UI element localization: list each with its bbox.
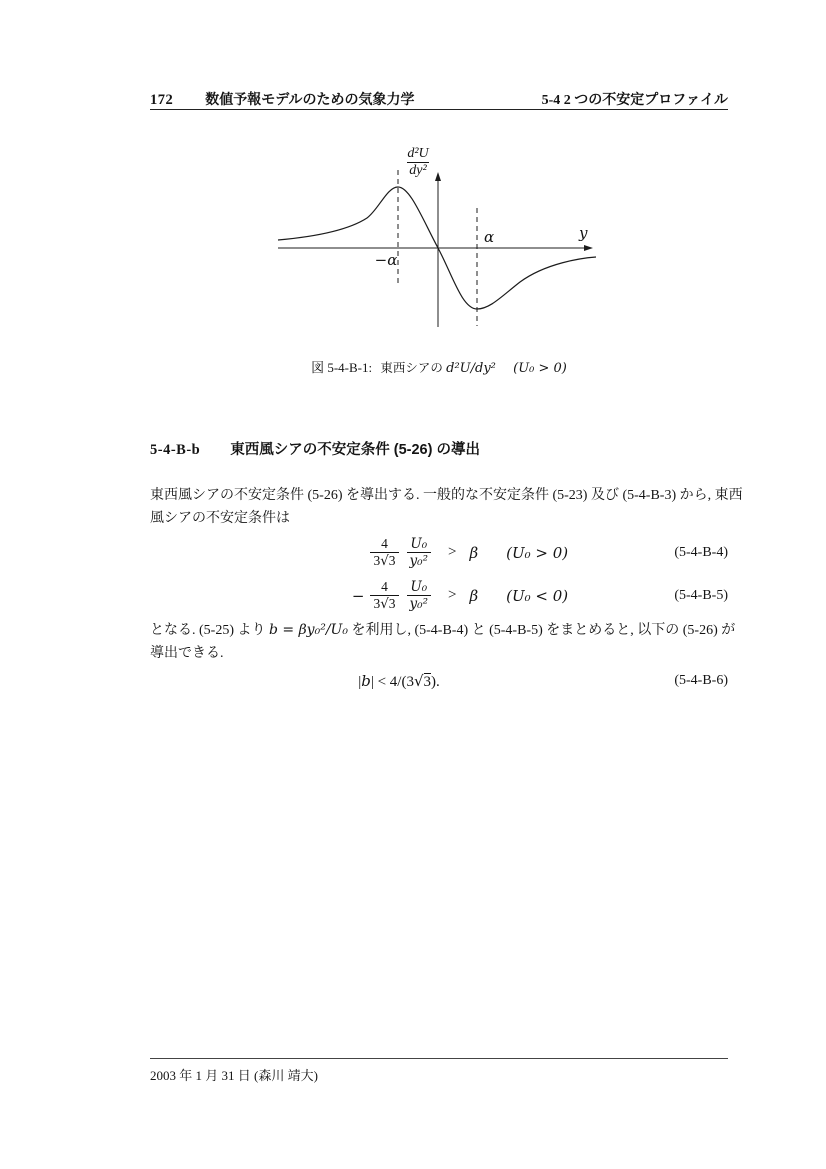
eq5-tag: (5-4-B-5)	[674, 587, 728, 603]
equation-5-4-B-5	[150, 574, 728, 617]
eq5-sign: −	[351, 586, 365, 605]
sqrt-icon: √	[380, 553, 389, 569]
eq6-close: ).	[431, 673, 440, 690]
equation-group	[150, 531, 728, 617]
eq5-frac2-denominator: y₀²	[407, 595, 431, 612]
eq4-frac1-den-coef: 3	[373, 553, 381, 568]
section-number: 5-4-B-b	[150, 442, 201, 458]
y-axis-label-denominator: dy²	[409, 163, 427, 179]
eq5-frac1-numerator: 4	[381, 578, 388, 594]
eq4-tag: (5-4-B-4)	[674, 544, 728, 560]
eq6-body	[358, 672, 440, 691]
eq4-frac1-denominator	[370, 552, 398, 569]
section-title: 東西風シアの不安定条件 (5-26) の導出	[230, 442, 480, 458]
header-book-title: 数値予報モデルのための気象力学	[205, 93, 415, 108]
paragraph1-line1: 東西風シアの不安定条件 (5-26) を導出する. 一般的な不安定条件 (5-23) 及び (5-4-B-3) から, 東西	[150, 488, 743, 503]
eq5-lhs	[325, 579, 435, 612]
caption-math: d²U/dy²	[446, 361, 496, 376]
eq6-abs-open: |	[358, 673, 362, 690]
eq4-condition: (U₀ > 0)	[506, 543, 569, 562]
eq5-relation: >	[448, 587, 457, 603]
eq6-tag: (5-4-B-6)	[674, 673, 728, 688]
alpha-label: α	[484, 228, 495, 246]
x-axis-arrowhead-icon	[584, 245, 593, 251]
footer-date-author: 2003 年 1 月 31 日 (森川 靖大)	[150, 1068, 318, 1083]
footer-rule	[150, 1058, 728, 1059]
eq5-frac1-den-radicand: 3	[388, 596, 396, 611]
caption-text: 東西シアの	[380, 361, 443, 375]
eq6-rest: | < 4/(3	[370, 673, 414, 690]
paragraph2-line1	[150, 619, 736, 639]
sqrt-icon: √	[380, 596, 389, 612]
paragraph2-line1-post: を利用し, (5-4-B-4) と (5-4-B-5) をまとめると, 以下の (5-26) が	[347, 623, 736, 638]
eq5-frac1-den-coef: 3	[373, 596, 381, 611]
header-rule	[150, 109, 728, 110]
y-axis-label-numerator: d²U	[407, 146, 429, 161]
eq6-radicand: 3	[423, 673, 432, 690]
page-number: 172	[150, 92, 174, 108]
sqrt-icon: √	[413, 671, 424, 690]
eq5-fraction-1	[370, 579, 398, 612]
eq4-frac2-denominator: y₀²	[407, 552, 431, 569]
eq5-condition: (U₀ < 0)	[506, 586, 569, 605]
eq4-rhs: β	[469, 543, 479, 562]
header-section-title: 5-4 2 つの不安定プロファイル	[541, 93, 728, 108]
figure-caption	[150, 357, 728, 376]
neg-alpha-label: −α	[374, 251, 398, 269]
eq5-fraction-2	[407, 579, 431, 612]
caption-condition: (U₀ > 0)	[513, 361, 567, 376]
caption-number: 図 5-4-B-1:	[311, 360, 373, 375]
eq4-fraction-2	[407, 536, 431, 569]
eq5-rhs: β	[469, 586, 479, 605]
paragraph2-line1-pre: となる. (5-25) より	[150, 623, 269, 638]
equation-5-4-B-6	[150, 668, 728, 694]
eq4-frac2-numerator: U₀	[410, 535, 428, 552]
paragraph2-line2: 導出できる.	[150, 646, 224, 661]
eq5-frac1-denominator	[370, 595, 398, 612]
paragraph1-line2: 風シアの不安定条件は	[150, 511, 290, 526]
paragraph2-line1-math: b = βy₀²/U₀	[269, 622, 348, 638]
page-header	[150, 89, 728, 109]
section-heading	[150, 438, 480, 459]
eq6-variable: b	[361, 671, 371, 690]
equation-5-4-B-4	[150, 531, 728, 574]
eq4-lhs	[325, 536, 435, 569]
eq4-frac1-den-radicand: 3	[388, 553, 396, 568]
eq5-frac2-numerator: U₀	[410, 578, 428, 595]
eq4-frac1-numerator: 4	[381, 535, 388, 551]
x-axis-label: y	[579, 224, 588, 242]
y-axis-fraction-label	[398, 146, 438, 179]
eq4-relation: >	[448, 544, 457, 560]
eq4-fraction-1	[370, 536, 398, 569]
